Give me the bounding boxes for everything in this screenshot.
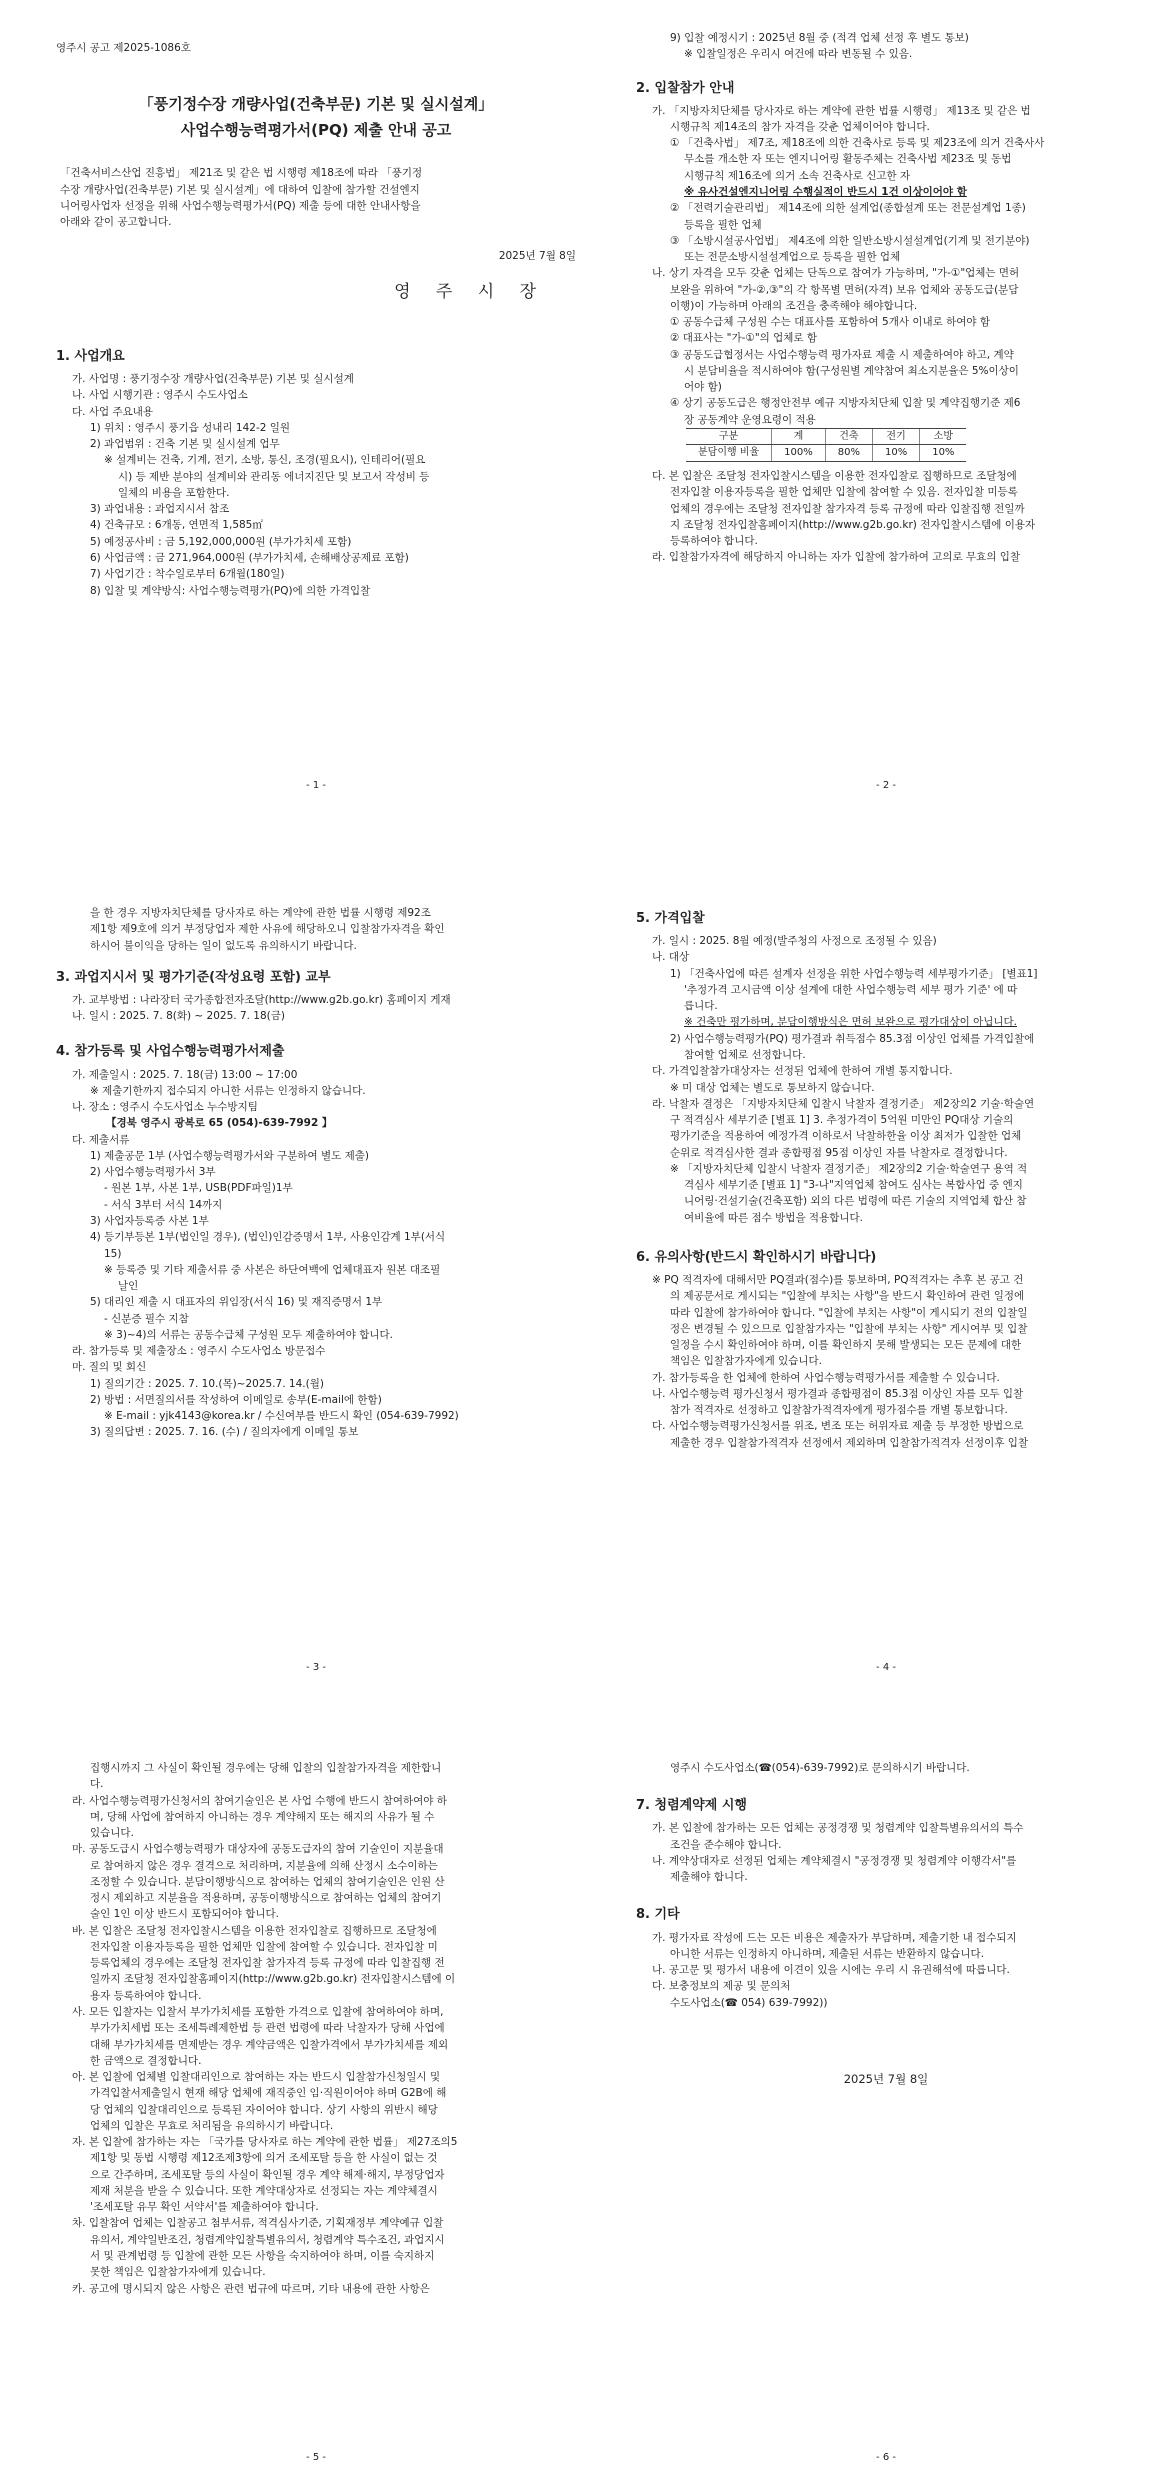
paragraph-line: 가. 교부방법 : 나라장터 국가종합전자조달(http://www.g2b.go.kr) 홈페이지 게재	[72, 993, 451, 1006]
paragraph-line: - 원본 1부, 사본 1부, USB(PDF파일)1부	[104, 1182, 293, 1195]
page-number: - 6 -	[876, 2452, 896, 2463]
section-1-heading: 1. 사업개요	[56, 348, 125, 364]
paragraph-line: 가격입찰서제출일시 현재 해당 업체에 재직중인 임·직원이어야 하며 G2B에 해	[90, 2087, 447, 2100]
paragraph-line: 가. 평가자료 작성에 드는 모든 비용은 제출자가 부담하며, 제출기한 내 접수되지	[652, 1931, 1017, 1944]
paragraph-line: 아니한 서류는 인정하지 아니하며, 제출된 서류는 반환하지 않습니다.	[670, 1947, 985, 1960]
section-5-heading: 5. 가격입찰	[636, 911, 705, 926]
paragraph-line: 구 적격심사 세부기준 [별표 1] 3. 추정가격이 5억원 미만인 PQ대상 기술의	[670, 1114, 1014, 1127]
page-6	[636, 1760, 1136, 2470]
paragraph-line: 무소를 개소한 자 또는 엔지니어링 활동주체는 건축사법 제23조 및 동법	[684, 153, 1012, 166]
note-line: ※ 등록증 및 기타 제출서류 중 사본은 하단여백에 업체대표자 원본 대조필	[104, 1263, 441, 1276]
paragraph-line: 또는 전문소방시설설계업으로 등록을 필한 업체	[684, 251, 901, 264]
paragraph-line: 참여할 업체로 선정합니다.	[684, 1049, 806, 1061]
note-line: ※ PQ 적격자에 대해서만 PQ결과(점수)를 통보하며, PQ적격자는 추후 본 공고 건	[652, 1274, 1024, 1287]
list-item: 4) 건축규모 : 6개동, 연면적 1,585㎡	[90, 519, 263, 532]
paragraph-line: ③ 공동도급협정서는 사업수행능력 평가자료 제출 시 제출하여야 하고, 계약	[670, 348, 1014, 361]
note-line: 격심사 세부기준 [별표 1] "3-나"지역업체 참여도 심사는 복합사업 중 엔지	[684, 1179, 1023, 1192]
paragraph-line: 나. 장소 : 영주시 수도사업소 누수방지팀	[72, 1101, 258, 1114]
paragraph-line: 정시 제외하고 지분율을 적용하며, 공동이행방식으로 참여하는 업체의 참여기	[90, 1892, 442, 1905]
paragraph-line: 2) 사업수행능력평가서 3부	[90, 1166, 216, 1179]
paragraph-line: 다. 보충정보의 제공 및 문의처	[652, 1980, 791, 1993]
paragraph-line: 나. 상기 자격을 모두 갖춘 업체는 단독으로 참여가 가능하며, "가-①"업체는 면허	[652, 267, 1020, 280]
paragraph-line: ① 「건축사법」 제7조, 제18조에 의한 건축사로 등록 및 제23조에 의거 건축사사	[670, 137, 1045, 150]
paragraph-line: 이행)이 가능하며 아래의 조건을 충족해야 해야합니다.	[670, 299, 918, 312]
paragraph-line: 제1항 제9호에 의거 부정당업자 제한 사유에 해당하오니 입찰참가자격을 확인	[90, 923, 445, 936]
table-header: 건축	[825, 428, 872, 445]
note-line: 의 제공문서로 게시되는 "입찰에 부치는 사항"을 반드시 확인하여 관련 일정에	[670, 1290, 1025, 1303]
note-line: ※ 3)~4)의 서류는 공동수급체 구성원 모두 제출하여야 합니다.	[104, 1328, 393, 1341]
paragraph-line: - 신분증 필수 지참	[104, 1312, 189, 1325]
paragraph-line: 전자입찰 이용자등록을 필한 업체만 입찰에 참여할 수 있음. 전자입찰 미등록	[670, 486, 1018, 499]
paragraph-line: 일까지 조달청 전자입찰홈페이지(http://www.g2b.go.kr) 전자입찰시스템에 이	[90, 1973, 456, 1986]
page-2	[636, 30, 1136, 800]
note-line: ※ 설계비는 건축, 기계, 전기, 소방, 통신, 조경(필요시), 인테리어(필요	[104, 454, 426, 467]
paragraph-line: 조정할 수 있습니다. 분담이행방식으로 참여하는 업체의 참여기술인은 인원 산	[90, 1875, 445, 1888]
page-5	[56, 1760, 576, 2470]
paragraph-line: 제출한 경우 입찰참가적격자 선정에서 제외하며 입찰참가적격자 선정이후 입찰	[670, 1436, 1029, 1449]
list-item: 6) 사업금액 : 금 271,964,000원 (부가가치세, 손해배상공제료 포함)	[90, 552, 409, 564]
paragraph-line: '추정가격 고시금액 이상 설계에 대한 사업수행능력 세부 평가 기준' 에 따	[684, 983, 1018, 996]
paragraph-line: 3) 질의답변 : 2025. 7. 16. (수) / 질의자에게 이메일 통보	[90, 1426, 359, 1439]
table-header: 소방	[920, 428, 967, 445]
page-1	[56, 30, 576, 800]
paragraph-line: 가. 제출일시 : 2025. 7. 18(금) 13:00 ~ 17:00	[72, 1068, 298, 1081]
section-4-heading: 4. 참가등록 및 사업수행능력평가서제출	[56, 1044, 285, 1060]
paragraph-line: 평가기준을 적용하여 예정가격 이하로서 낙찰하한율 이상 최저가 입찰한 업체	[670, 1130, 1022, 1143]
paragraph-line: 등록업체의 경우에는 조달청 전자입찰 참가자격 등록 규정에 따라 입찰집행 전	[90, 1957, 445, 1970]
note-line: ※ 미 대상 업체는 별도로 통보하지 않습니다.	[670, 1081, 875, 1094]
section-3-heading: 3. 과업지시서 및 평가기준(작성요령 포함) 교부	[56, 969, 331, 985]
paragraph-line: 시행규칙 제14조의 참가 자격을 갖춘 업체이어야 합니다.	[670, 120, 930, 133]
list-item: 8) 입찰 및 계약방식: 사업수행능력평가(PQ)에 의한 가격입찰	[90, 584, 371, 597]
paragraph-line: 다. 본 입찰은 조달청 전자입찰시스템을 이용한 전자입찰로 집행하므로 조달청에	[652, 469, 1017, 482]
paragraph-line: 다. 제출서류	[72, 1133, 130, 1146]
paragraph-line: 가. 일시 : 2025. 8월 예정(발주청의 사정으로 조정될 수 있음)	[652, 935, 937, 948]
paragraph-line: 을 한 경우 지방자치단체를 당사자로 하는 계약에 관한 법률 시행령 제92조	[90, 907, 431, 919]
note-line: 책임은 입찰참가자에게 있습니다.	[670, 1355, 823, 1368]
paragraph-line: 순위로 적격심사한 결과 종합평점 95점 이상인 자를 낙찰자로 결정합니다.	[670, 1146, 1008, 1159]
paragraph-line: 보완을 위하여 "가-②,③"의 각 항목별 면허(자격) 보유 업체와 공동도급(분담	[670, 283, 1019, 296]
note-line: ※ 「지방자치단체 입찰시 낙찰자 결정기준」 제2장의2 기술·학술연구 용역 적	[670, 1162, 1028, 1175]
paragraph-line: 2) 방법 : 서면질의서를 작성하여 이메일로 송부(E-mail에 한함)	[90, 1393, 382, 1406]
paragraph-line: ④ 상기 공동도급은 행정안전부 예규 지방자치단체 입찰 및 계약집행기준 제6	[670, 397, 1021, 410]
paragraph-line: 시 분담비율을 적시하여야 함(구성원별 계약참여 최소지분율은 5%이상이	[684, 364, 1019, 377]
paragraph-line: 릅니다.	[684, 1000, 718, 1013]
paragraph-line: ② 대표사는 "가-①"의 업체로 함	[670, 332, 818, 345]
paragraph-line: 당 업체의 입찰대리인으로 등록된 자이어야 합니다. 상기 사항의 위반시 해당	[90, 2103, 438, 2116]
table-cell: 10%	[872, 445, 919, 462]
paragraph-line: 제재 처분을 받을 수 있습니다. 또한 계약대상자로 선정되는 자는 계약체결시	[90, 2184, 438, 2197]
table-cell: 80%	[825, 445, 872, 462]
paragraph-line: 3) 사업자등록증 사본 1부	[90, 1215, 209, 1227]
paragraph-line: 한 금액으로 결정합니다.	[90, 2054, 202, 2067]
page-number: - 5 -	[306, 2452, 326, 2463]
paragraph-line: 1) 제출공문 1부 (사업수행능력평가서와 구분하여 별도 제출)	[90, 1149, 369, 1162]
paragraph-line: 유의서, 계약일반조건, 청렴계약입찰특별유의서, 청렴계약 특수조건, 과업지시	[90, 2233, 445, 2246]
paragraph-line: 라. 입찰참가자격에 해당하지 아니하는 자가 입찰에 참가하여 고의로 무효의 입찰	[652, 551, 1021, 564]
paragraph-line: 대해 부가가치세를 면제받는 경우 계약금액은 입찰가격에서 부가가치세를 제외	[90, 2038, 449, 2051]
table-cell: 분담이행 비율	[686, 445, 772, 462]
list-item: 다. 사업 주요내용	[72, 405, 154, 418]
page-number: - 1 -	[306, 780, 326, 791]
emphasis-note: ※ 유사건설엔지니어링 수행실적이 반드시 1건 이상이어야 함	[684, 186, 967, 198]
note-line: ※ 제출기한까지 접수되지 아니한 서류는 인정하지 않습니다.	[90, 1084, 366, 1097]
paragraph-line: 나. 대상	[652, 951, 690, 964]
note-line: 따라 입찰에 참가하여야 합니다. "입찰에 부치는 사항"이 게시되기 전의 입찰일	[670, 1306, 1028, 1319]
paragraph-line: 업체의 경우에는 조달청 전자입찰 참가자격 등록 규정에 따라 입찰집행 전일까	[670, 502, 1025, 515]
paragraph-line: ③ 「소방시설공사업법」 제4조에 의한 일반소방시설설계업(기계 및 전기분야)	[670, 234, 1030, 247]
paragraph-line: 부가가치세법 또는 조세특례제한법 등 관련 법령에 따라 낙찰자가 당해 사업에	[90, 2022, 445, 2035]
paragraph-line: 지 조달청 전자입찰홈페이지(http://www.g2b.go.kr) 전자입찰시스템에 이용자	[670, 518, 1036, 531]
paragraph-line: 차. 입찰참여 업체는 입찰공고 첨부서류, 적격심사기준, 기획재정부 계약예규 입찰	[72, 2217, 444, 2230]
notice-title: 「풍기정수장 개량사업(건축부문) 기본 및 실시설계」 사업수행능력평가서(PQ) 제출 안내 공고	[138, 95, 494, 139]
paragraph-line: 용자 등록하여야 합니다.	[90, 1989, 202, 2002]
paragraph-line: 로 참여하지 않은 경우 결격으로 처리하며, 지분율에 의해 산정시 소수이하는	[90, 1859, 438, 1872]
paragraph-line: 라. 참가등록 및 제출장소 : 영주시 수도사업소 방문접수	[72, 1345, 326, 1358]
note-line: ※ 입찰일정은 우리시 여건에 따라 변동될 수 있음.	[684, 48, 913, 61]
paragraph-line: 제출해야 합니다.	[670, 1871, 748, 1884]
list-item: 1) 위치 : 영주시 풍기읍 성내리 142-2 일원	[90, 421, 291, 434]
paragraph-line: 1) 「건축사업에 따른 설계자 선정을 위한 사업수행능력 세부평가기준」 [별표1]	[670, 967, 1038, 980]
paragraph-line: 수도사업소(☎ 054) 639-7992))	[670, 1996, 828, 2009]
intro-paragraph: 「건축서비스산업 진흥법」 제21조 및 같은 법 시행령 제18조에 따라 「풍기정 수장 개량사업(건축부문) 기본 및 실시설계」에 대하여 입찰에 참가할 건설엔지 니어링사업자 선정을 위해 사업수행능력평가서(PQ) 제출 등에 대한 안내사항을 아래와 같이 공고합니다.	[60, 167, 423, 229]
paragraph-line: 라. 사업수행능력평가신청서의 참여기술인은 본 사업 수행에 반드시 참여하여야 하	[72, 1794, 447, 1807]
paragraph-line: 마. 질의 및 회신	[72, 1361, 147, 1374]
list-item: 3) 과업내용 : 과업지시서 참조	[90, 503, 230, 516]
list-item: 9) 입찰 예정시기 : 2025년 8월 중 (적격 업체 선정 후 별도 통보)	[670, 32, 969, 44]
paragraph-line: ① 공동수급체 구성원 수는 대표사를 포함하여 5개사 이내로 하여야 함	[670, 316, 990, 329]
section-7-heading: 7. 청렴계약제 시행	[636, 1798, 747, 1814]
paragraph-line: 4) 등기부등본 1부(법인일 경우), (법인)인감증명서 1부, 사용인감계 1부(서식	[90, 1231, 446, 1244]
page-number: - 3 -	[306, 1662, 326, 1673]
paragraph-line: 집행시까지 그 사실이 확인될 경우에는 당해 입찰의 입찰참가자격을 제한합니	[90, 1762, 442, 1774]
paragraph-line: 가. 참가등록을 한 업체에 한하여 사업수행능력평가서를 제출할 수 있습니다.	[652, 1371, 1000, 1384]
paragraph-line: 1) 질의기간 : 2025. 7. 10.(목)~2025.7. 14.(월)	[90, 1377, 324, 1390]
paragraph-line: 나. 일시 : 2025. 7. 8(화) ~ 2025. 7. 18(금)	[72, 1010, 286, 1023]
paragraph-line: 바. 본 입찰은 조달청 전자입찰시스템을 이용한 전자입찰로 집행하므로 조달청에	[72, 1924, 437, 1937]
paragraph-line: 사. 모든 입찰자는 입찰서 부가가치세를 포함한 가격으로 입찰에 참여하여야 하며,	[72, 2005, 444, 2018]
paragraph-line: 카. 공고에 명시되지 않은 사항은 관련 법규에 따르며, 기타 내용에 관한 사항은	[72, 2282, 430, 2295]
paragraph-line: 다. 가격입찰참가대상자는 선정된 업체에 한하여 개별 통지합니다.	[652, 1065, 953, 1078]
issuer-name: 영 주 시 장	[394, 281, 546, 302]
paragraph-line: 술인 1인 이상 반드시 포함되어야 합니다.	[90, 1908, 279, 1921]
table-header: 구분	[686, 428, 772, 445]
list-item: 5) 예정공사비 : 금 5,192,000,000원 (부가가치세 포함)	[90, 535, 352, 548]
paragraph-line: 가. 본 입찰에 참가하는 모든 업체는 공정경쟁 및 청렴계약 입찰특별유의서의 특수	[652, 1822, 1024, 1835]
table-row	[686, 445, 966, 462]
paragraph-line: 못한 책임은 입찰참가자에게 있습니다.	[90, 2266, 266, 2279]
paragraph-line: 조건을 준수해야 합니다.	[670, 1838, 782, 1851]
paragraph-line: 나. 공고문 및 평가서 내용에 이견이 있을 시에는 우리 시 유권해석에 따릅니다.	[652, 1964, 1010, 1977]
paragraph-line: - 서식 3부터 서식 14까지	[104, 1198, 223, 1211]
paragraph-line: 영주시 수도사업소(☎(054)-639-7992)로 문의하시기 바랍니다.	[670, 1762, 970, 1774]
paragraph-line: 나. 사업수행능력 평가신청서 평가결과 종합평점이 85.3점 이상인 자를 모두 입찰	[652, 1387, 1024, 1400]
note-line: 니어링·건설기술(건축포함) 외의 다른 법령에 따른 기술의 지역업체 합산 참	[684, 1195, 1027, 1208]
closing-date: 2025년 7월 8일	[843, 2071, 929, 2086]
section-2-heading: 2. 입찰참가 안내	[636, 80, 735, 96]
paragraph-line: 있습니다.	[90, 1827, 134, 1840]
paragraph-line: 며, 당해 사업에 참여하지 아니하는 경우 계약해지 또는 해지의 사유가 될 수	[90, 1810, 435, 1823]
note-line: 정은 변경될 수 있으므로 입찰참가자는 "입찰에 부치는 사항" 게시여부 및 입찰	[670, 1322, 1028, 1335]
paragraph-line: 장 공동계약 운영요령이 적용	[684, 413, 816, 426]
note-line: 시) 등 제반 분야의 설계비와 관리동 에너지진단 및 보고서 작성비 등	[118, 470, 430, 483]
paragraph-line: 2) 사업수행능력평가(PQ) 평가결과 취득점수 85.3점 이상인 업체를 가격입찰에	[670, 1032, 1035, 1045]
share-ratio-table	[686, 428, 966, 462]
table-cell: 10%	[920, 445, 967, 462]
notice-date: 2025년 7월 8일	[498, 250, 576, 263]
page-number: - 4 -	[876, 1662, 896, 1673]
paragraph-line: 라. 낙찰자 결정은 「지방자치단체 입찰시 낙찰자 결정기준」 제2장의2 기술·학술연	[652, 1097, 1035, 1110]
paragraph-line: 하시어 불이익을 당하는 일이 없도록 유의하시기 바랍니다.	[90, 939, 357, 952]
note-line: 날인	[118, 1280, 139, 1293]
note-line: ※ 건축만 평가하며, 분담이행방식은 면허 보완으로 평가대상이 아닙니다.	[684, 1016, 1017, 1029]
paragraph-line: 제1항 및 동법 시행령 제12조제3항에 의거 조세포탈 등을 한 사실이 없는 것	[90, 2152, 438, 2165]
paragraph-line: 아. 본 입찰에 업체별 입찰대리인으로 참여하는 자는 반드시 입찰참가신청일시 및	[72, 2071, 441, 2084]
table-header: 전기	[872, 428, 919, 445]
paragraph-line: 자. 본 입찰에 참가하는 자는 「국가를 당사자로 하는 계약에 관한 법률」 제27조의5	[72, 2136, 458, 2149]
note-line: 일정을 수시 확인하여야 하며, 이를 확인하지 못해 발생되는 모든 문제에 대한	[670, 1339, 1022, 1352]
note-line: 일체의 비용을 포함한다.	[118, 486, 230, 499]
paragraph-line: 전자입찰 이용자등록을 필한 업체만 입찰에 참여할 수 있습니다. 전자입찰 미	[90, 1940, 438, 1953]
paragraph-line: 참가 적격자로 선정하고 입찰참가적격자에게 평가점수를 개별 통보합니다.	[670, 1404, 1008, 1417]
address-line: 【경북 영주시 광복로 65 (054)-639-7992 】	[106, 1117, 333, 1130]
page-number: - 2 -	[876, 780, 896, 791]
paragraph-line: 나. 계약상대자로 선정된 업체는 계약체결시 "공정경쟁 및 청렴계약 이행각서"를	[652, 1854, 1017, 1867]
paragraph-line: 다. 사업수행능력평가신청서를 위조, 변조 또는 허위자료 제출 등 부정한 방법으로	[652, 1420, 1024, 1433]
paragraph-line: 등록을 필한 업체	[684, 218, 762, 231]
paragraph-line: 5) 대리인 제출 시 대표자의 위임장(서식 16) 및 재직증명서 1부	[90, 1296, 383, 1309]
list-item: 7) 사업기간 : 착수일로부터 6개월(180일)	[90, 568, 285, 581]
section-6-heading: 6. 유의사항(반드시 확인하시기 바랍니다)	[636, 1249, 877, 1265]
page-3	[56, 905, 576, 1680]
paragraph-line: 가. 「지방자치단체를 당사자로 하는 계약에 관한 법률 시행령」 제13조 및 같은 법	[652, 104, 1031, 117]
paragraph-line: 마. 공동도급시 사업수행능력평가 대상자에 공동도급자의 참여 기술인이 지분율대	[72, 1843, 444, 1856]
table-header-row	[686, 428, 966, 445]
paragraph-line: 서 및 관계법령 등 입찰에 관한 모든 사항을 숙지하여야 하며, 이를 숙지하지	[90, 2249, 435, 2262]
paragraph-line: ② 「전력기술관리법」 제14조에 의한 설계업(종합설계 또는 전문설계업 1종)	[670, 202, 1026, 215]
paragraph-line: 어야 함)	[684, 381, 722, 394]
note-line: ※ E-mail : yjk4143@korea.kr / 수신여부를 반드시 확인 (054-639-7992)	[104, 1410, 459, 1423]
list-item: 나. 사업 시행기관 : 영주시 수도사업소	[72, 389, 248, 402]
section-8-heading: 8. 기타	[636, 1907, 680, 1923]
list-item: 2) 과업범위 : 건축 기본 및 실시설계 업무	[90, 438, 280, 451]
notice-number: 영주시 공고 제2025-1086호	[56, 42, 191, 54]
paragraph-line: 으로 간주하며, 조세포탈 등의 사실이 확인될 경우 계약 해제·해지, 부정당업자	[90, 2168, 445, 2181]
paragraph-line: 다.	[90, 1778, 104, 1791]
list-item: 가. 사업명 : 풍기정수장 개량사업(건축부문) 기본 및 실시설계	[72, 373, 354, 386]
paragraph-line: 업체의 입찰은 무효로 처리됨을 유의하시기 바랍니다.	[90, 2119, 334, 2132]
paragraph-line: '조세포탈 유무 확인 서약서'를 제출하여야 합니다.	[90, 2201, 319, 2214]
table-header: 계	[772, 428, 826, 445]
paragraph-line: 15)	[104, 1247, 122, 1260]
paragraph-line: 시행규칙 제16조에 의거 소속 건축사로 신고한 자	[684, 169, 911, 182]
table-cell: 100%	[772, 445, 826, 462]
page-4	[636, 905, 1136, 1680]
paragraph-line: 등록하여야 합니다.	[670, 535, 758, 548]
note-line: 여비율에 따른 점수 방법을 적용합니다.	[684, 1211, 863, 1224]
